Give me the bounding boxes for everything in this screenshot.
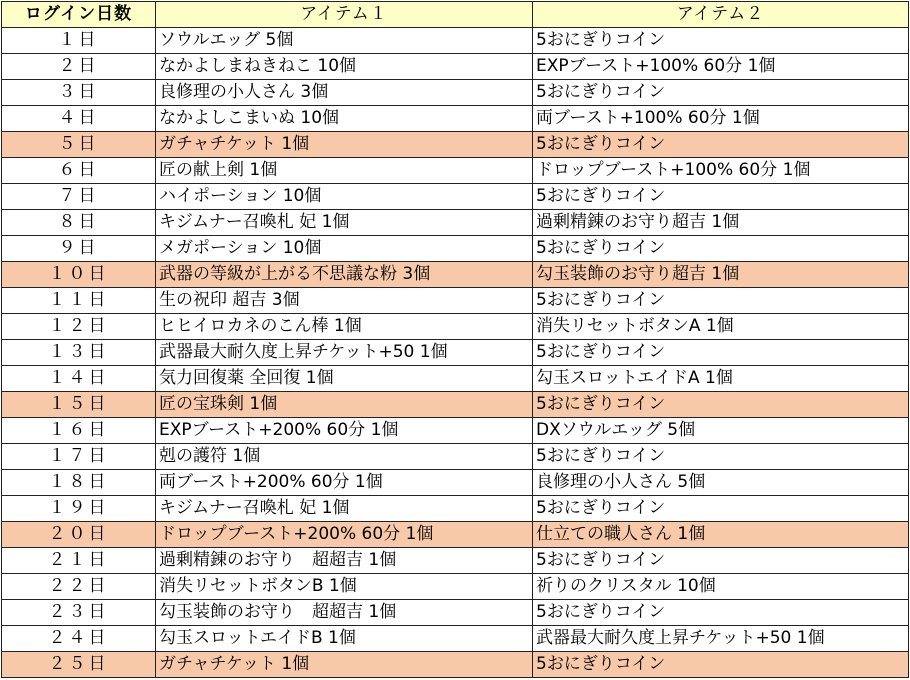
- item2-cell: 両ブースト+100% 60分 1個: [533, 106, 909, 132]
- day-cell: ８日: [2, 210, 156, 236]
- item1-cell: ガチャチケット 1個: [156, 652, 533, 678]
- day-cell: １６日: [2, 418, 156, 444]
- day-cell: ２日: [2, 54, 156, 80]
- item2-cell: 5おにぎりコイン: [533, 600, 909, 626]
- table-row: [2, 262, 909, 288]
- day-cell: ２３日: [2, 600, 156, 626]
- login-bonus-table: [1, 1, 909, 678]
- header-row: [2, 2, 909, 28]
- day-cell: １日: [2, 28, 156, 54]
- item2-cell: 5おにぎりコイン: [533, 184, 909, 210]
- item2-cell: 仕立ての職人さん 1個: [533, 522, 909, 548]
- day-cell: ３日: [2, 80, 156, 106]
- day-cell: １１日: [2, 288, 156, 314]
- item1-cell: 勾玉装飾のお守り 超超吉 1個: [156, 600, 533, 626]
- item1-cell: なかよしこまいぬ 10個: [156, 106, 533, 132]
- item2-cell: 5おにぎりコイン: [533, 132, 909, 158]
- table-row: [2, 54, 909, 80]
- item2-cell: 勾玉スロットエイドA 1個: [533, 366, 909, 392]
- table-row: [2, 28, 909, 54]
- item1-cell: 消失リセットボタンB 1個: [156, 574, 533, 600]
- day-cell: １２日: [2, 314, 156, 340]
- item2-cell: 5おにぎりコイン: [533, 548, 909, 574]
- item2-cell: 5おにぎりコイン: [533, 28, 909, 54]
- table-row: [2, 444, 909, 470]
- item1-cell: 剋の護符 1個: [156, 444, 533, 470]
- day-cell: ７日: [2, 184, 156, 210]
- item2-cell: 5おにぎりコイン: [533, 652, 909, 678]
- item2-cell: DXソウルエッグ 5個: [533, 418, 909, 444]
- item2-cell: 5おにぎりコイン: [533, 340, 909, 366]
- table-row: [2, 106, 909, 132]
- table-row: [2, 80, 909, 106]
- table-body: [2, 28, 909, 678]
- day-cell: １７日: [2, 444, 156, 470]
- table-row: [2, 418, 909, 444]
- table-row: [2, 288, 909, 314]
- header-item-2: アイテム２: [533, 2, 909, 28]
- day-cell: １４日: [2, 366, 156, 392]
- table-row: [2, 314, 909, 340]
- table-row: [2, 366, 909, 392]
- item2-cell: 5おにぎりコイン: [533, 496, 909, 522]
- item1-cell: ヒヒイロカネのこん棒 1個: [156, 314, 533, 340]
- item1-cell: 勾玉スロットエイドB 1個: [156, 626, 533, 652]
- item1-cell: 匠の宝珠剣 1個: [156, 392, 533, 418]
- item1-cell: キジムナー召喚札 妃 1個: [156, 496, 533, 522]
- item2-cell: 5おにぎりコイン: [533, 236, 909, 262]
- table-row: [2, 158, 909, 184]
- table-row: [2, 340, 909, 366]
- item2-cell: 消失リセットボタンA 1個: [533, 314, 909, 340]
- item1-cell: 過剰精錬のお守り 超超吉 1個: [156, 548, 533, 574]
- day-cell: ９日: [2, 236, 156, 262]
- table-row: [2, 652, 909, 678]
- day-cell: １３日: [2, 340, 156, 366]
- item1-cell: 武器の等級が上がる不思議な粉 3個: [156, 262, 533, 288]
- item1-cell: キジムナー召喚札 妃 1個: [156, 210, 533, 236]
- header-item-1: アイテム１: [156, 2, 533, 28]
- table-row: [2, 210, 909, 236]
- item2-cell: 5おにぎりコイン: [533, 444, 909, 470]
- item2-cell: 5おにぎりコイン: [533, 392, 909, 418]
- item2-cell: 5おにぎりコイン: [533, 80, 909, 106]
- item2-cell: 武器最大耐久度上昇チケット+50 1個: [533, 626, 909, 652]
- table-row: [2, 522, 909, 548]
- item2-cell: 祈りのクリスタル 10個: [533, 574, 909, 600]
- item1-cell: 匠の献上剣 1個: [156, 158, 533, 184]
- item1-cell: 良修理の小人さん 3個: [156, 80, 533, 106]
- table-row: [2, 496, 909, 522]
- day-cell: ２４日: [2, 626, 156, 652]
- table-row: [2, 236, 909, 262]
- day-cell: ６日: [2, 158, 156, 184]
- item1-cell: ハイポーション 10個: [156, 184, 533, 210]
- item1-cell: メガポーション 10個: [156, 236, 533, 262]
- item1-cell: EXPブースト+200% 60分 1個: [156, 418, 533, 444]
- item1-cell: 生の祝印 超吉 3個: [156, 288, 533, 314]
- table-row: [2, 132, 909, 158]
- item2-cell: 勾玉装飾のお守り超吉 1個: [533, 262, 909, 288]
- table-row: [2, 392, 909, 418]
- table-row: [2, 470, 909, 496]
- table-row: [2, 184, 909, 210]
- day-cell: ４日: [2, 106, 156, 132]
- item2-cell: 過剰精錬のお守り超吉 1個: [533, 210, 909, 236]
- table-row: [2, 548, 909, 574]
- day-cell: ５日: [2, 132, 156, 158]
- day-cell: １５日: [2, 392, 156, 418]
- day-cell: １０日: [2, 262, 156, 288]
- item1-cell: 気力回復薬 全回復 1個: [156, 366, 533, 392]
- item1-cell: 両ブースト+200% 60分 1個: [156, 470, 533, 496]
- item1-cell: ソウルエッグ 5個: [156, 28, 533, 54]
- item1-cell: なかよしまねきねこ 10個: [156, 54, 533, 80]
- item1-cell: ドロップブースト+200% 60分 1個: [156, 522, 533, 548]
- item1-cell: 武器最大耐久度上昇チケット+50 1個: [156, 340, 533, 366]
- item2-cell: EXPブースト+100% 60分 1個: [533, 54, 909, 80]
- table-row: [2, 600, 909, 626]
- header-login-days: ログイン日数: [2, 2, 156, 28]
- table-row: [2, 626, 909, 652]
- day-cell: ２１日: [2, 548, 156, 574]
- item2-cell: 5おにぎりコイン: [533, 288, 909, 314]
- day-cell: ２５日: [2, 652, 156, 678]
- day-cell: ２０日: [2, 522, 156, 548]
- table-row: [2, 574, 909, 600]
- item2-cell: 良修理の小人さん 5個: [533, 470, 909, 496]
- item1-cell: ガチャチケット 1個: [156, 132, 533, 158]
- day-cell: ２２日: [2, 574, 156, 600]
- day-cell: １９日: [2, 496, 156, 522]
- item2-cell: ドロップブースト+100% 60分 1個: [533, 158, 909, 184]
- day-cell: １８日: [2, 470, 156, 496]
